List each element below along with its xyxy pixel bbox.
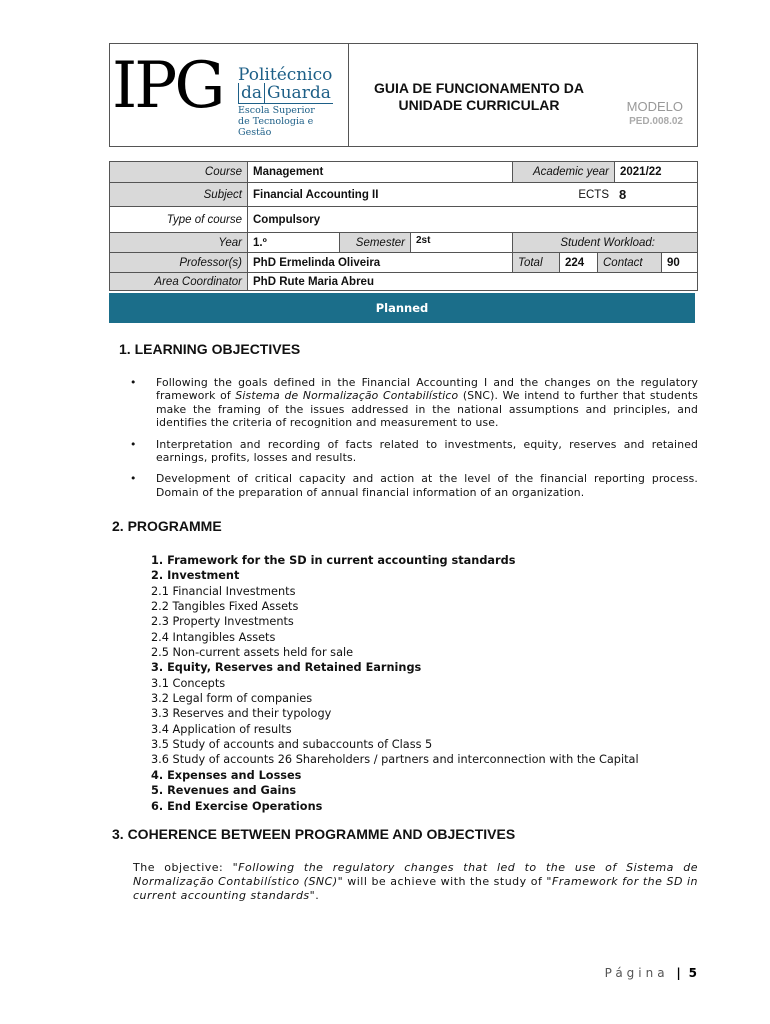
logo-text (238, 66, 348, 138)
total-label: Total (512, 253, 559, 272)
year-row (109, 232, 698, 252)
logo-da-guarda (238, 84, 348, 102)
logo-ipg-letters: IPG (112, 49, 223, 123)
programme-item: 3.1 Concepts (151, 676, 226, 690)
ipg-logo (110, 44, 349, 146)
coherence-paragraph (133, 861, 698, 903)
coherence-heading: 3. COHERENCE BETWEEN PROGRAMME AND OBJECTIVES (112, 826, 516, 842)
programme-item: 4. Expenses and Losses (151, 768, 302, 782)
programme-item: 2.5 Non-current assets held for sale (151, 646, 354, 660)
programme-item: 3.4 Application of results (151, 722, 292, 736)
course-row (109, 161, 698, 182)
logo-school-line2: de Tecnologia e Gestão (238, 116, 314, 138)
subject-label: Subject (110, 183, 247, 206)
total-value: 224 (559, 253, 597, 272)
subject-value: Financial Accounting II (247, 183, 512, 206)
model-code: PED.008.02 (629, 116, 683, 127)
coherence-emphasis-1: Following the regulatory changes that led to the use of Sistema de Normalização Contabilístico (SNC) (133, 861, 699, 888)
student-workload-label: Student Workload: (512, 233, 697, 252)
programme-item: 3.2 Legal form of companies (151, 692, 313, 706)
bullet-dot: • (130, 376, 137, 389)
model-cell (609, 44, 697, 146)
page-number: 5 (688, 966, 697, 980)
programme-item: 5. Revenues and Gains (151, 784, 297, 798)
course-info-table (109, 161, 698, 291)
contact-label: Contact (597, 253, 661, 272)
logo-politecnico: Politécnico (238, 65, 333, 85)
model-name: MODELO (626, 99, 683, 114)
bullet1-emphasis: Sistema de Normalização Contabilístico (235, 389, 459, 403)
type-label: Type of course (166, 213, 242, 226)
programme-item: 2.2 Tangibles Fixed Assets (151, 600, 299, 614)
coherence-text-a: The objective: " (133, 861, 239, 874)
planned-banner: Planned (109, 293, 695, 323)
bullet-dot: • (130, 437, 137, 451)
coordinator-label: Area Coordinator (110, 273, 247, 290)
coherence-emphasis-2: Framework for the SD in current accounting standards (133, 875, 698, 902)
ects-value: 8 (619, 187, 627, 202)
learning-objectives-heading: 1. LEARNING OBJECTIVES (119, 341, 301, 357)
type-row (109, 206, 698, 232)
document-title (349, 44, 609, 146)
academic-year-label: Academic year (512, 162, 614, 182)
programme-item: 3.3 Reserves and their typology (151, 707, 332, 721)
programme-item: 1. Framework for the SD in current accounting standards (151, 554, 516, 567)
academic-year-value: 2021/22 (614, 162, 697, 182)
page-word: Página (604, 966, 669, 980)
course-value: Management (247, 162, 512, 182)
logo-school-line1: Escola Superior (238, 105, 315, 116)
programme-item: 2.4 Intangibles Assets (151, 630, 276, 644)
list-item (130, 438, 698, 465)
year-value: 1.º (247, 233, 339, 252)
programme-item: 2. Investment (151, 569, 240, 583)
ects-label: ECTS (578, 188, 609, 201)
programme-heading: 2. PROGRAMME (112, 518, 222, 534)
coherence-text-c: ". (309, 889, 320, 902)
coordinator-row (109, 272, 698, 291)
page-footer (605, 966, 697, 980)
contact-value: 90 (661, 253, 697, 272)
list-item (130, 472, 698, 499)
programme-item: 2.3 Property Investments (151, 615, 294, 629)
page-separator: | (676, 966, 681, 980)
professor-row (109, 252, 698, 272)
bullet2-text: Interpretation and recording of facts related to investments, equity, reserves and retained earnings, profits, losses and results. (156, 437, 698, 465)
logo-guarda: Guarda (264, 83, 333, 104)
year-label: Year (110, 233, 247, 252)
programme-item: 3. Equity, Reserves and Retained Earnings (151, 661, 422, 675)
learning-objectives-list (130, 376, 698, 507)
document-header (109, 43, 698, 147)
programme-item: 3.5 Study of accounts and subaccounts of Class 5 (151, 738, 433, 752)
bullet-dot: • (130, 472, 137, 486)
course-label: Course (110, 162, 247, 182)
semester-label: Semester (339, 233, 410, 252)
title-line2: UNIDADE CURRICULAR (398, 97, 560, 113)
bullet3-text: Development of critical capacity and action at the level of the financial reporting process. Domain of the preparation of annual financial information of an organization. (156, 472, 698, 499)
professor-label: Professor(s) (110, 253, 247, 272)
professor-value: PhD Ermelinda Oliveira (247, 253, 512, 272)
coherence-text-b: " will be achieve with the study of " (337, 875, 552, 888)
list-item (130, 376, 698, 430)
programme-item: 2.1 Financial Investments (151, 584, 296, 598)
programme-item: 3.6 Study of accounts 26 Shareholders / partners and interconnection with the Capital (151, 753, 639, 767)
bullet1-text-a: Following the goals defined in the Financial Accounting I and the changes on the regulatory framework of (156, 376, 698, 403)
coordinator-value: PhD Rute Maria Abreu (247, 273, 697, 290)
title-line1: GUIA DE FUNCIONAMENTO DA (374, 80, 584, 96)
subject-row (109, 182, 698, 206)
programme-list (151, 553, 639, 814)
programme-item: 6. End Exercise Operations (151, 799, 323, 813)
bullet1-text-b: (SNC). We intend to further that students make the framing of the issues addressed in the national assumptions and principles, and identifies the criteria of recognition and measurement to use. (156, 389, 698, 430)
logo-da: da (238, 83, 264, 104)
type-value: Compulsory (247, 207, 697, 232)
semester-value: 2st (410, 233, 512, 252)
